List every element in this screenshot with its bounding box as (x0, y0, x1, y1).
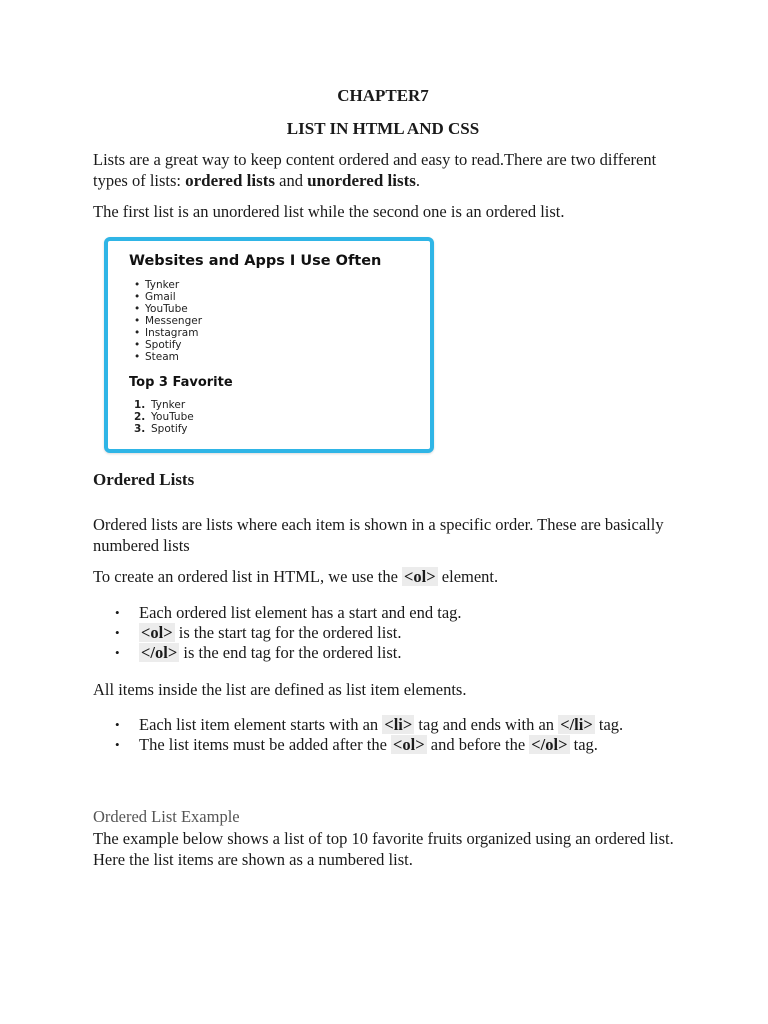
unordered-lists-term: unordered lists (307, 171, 416, 190)
create-ordered-list-paragraph (93, 566, 683, 587)
chapter-title: LIST IN HTML AND CSS (286, 119, 480, 138)
ol-tag-code: <ol> (404, 567, 436, 586)
ol-end-tag-code: </ol> (141, 643, 178, 662)
ordered-lists-heading: Ordered Lists (93, 470, 195, 489)
bullet-item (93, 603, 693, 623)
figure-ordered-item (134, 423, 194, 435)
figure-ordered-item (134, 399, 194, 411)
li-start-tag-code: <li> (384, 715, 413, 734)
first-list-note: The first list is an unordered list while the second one is an ordered list. (93, 202, 565, 221)
ordered-list-example-text: The example below shows a list of top 10 favorite fruits organized using an ordered list. Here the list items are shown as a numbered list. (93, 829, 674, 869)
figure-list-item: • Steam (134, 351, 202, 363)
bullet-item (93, 623, 693, 643)
intro-period: . (415, 171, 421, 190)
ordered-list-example-heading: Ordered List Example (93, 807, 240, 826)
figure-item-label: YouTube (151, 411, 194, 423)
list-item-elements-paragraph: All items inside the list are defined as list item elements. (93, 680, 467, 699)
figure-list-item: • Messenger (134, 315, 202, 327)
ol-start-tag-code: <ol> (141, 623, 173, 642)
create-text: To create an ordered list in HTML, we use the (93, 567, 403, 586)
bullet-text: The list items must be added after the (139, 735, 392, 754)
bullet-item (93, 715, 693, 735)
ordered-lists-term: ordered lists (185, 171, 276, 190)
bullet-item (93, 735, 693, 755)
li-end-tag-code: </li> (560, 715, 593, 734)
bullet-text: and before the (426, 735, 530, 754)
figure-ordered-list (134, 399, 194, 435)
figure-heading-favorites: Top 3 Favorite (129, 375, 233, 390)
figure-item-number: 2. (134, 411, 146, 423)
figure-list-item: • Tynker (134, 279, 202, 291)
list-item-bullets (93, 715, 693, 755)
ol-end-tag-code: </ol> (531, 735, 568, 754)
bullet-text: Each list item element starts with an (139, 715, 383, 734)
intro-and: and (275, 171, 308, 190)
list-example-figure (104, 237, 434, 453)
figure-item-number: 3. (134, 423, 146, 435)
bullet-text: tag. (594, 715, 624, 734)
bullet-text: tag. (569, 735, 598, 754)
figure-list-item: • Gmail (134, 291, 202, 303)
ol-start-tag-code: <ol> (393, 735, 425, 754)
figure-unordered-list (134, 279, 202, 363)
create-text-end: element. (437, 567, 499, 586)
intro-text: Lists are a great way to keep content ordered and easy to read.There are two different types of lists: (93, 150, 657, 190)
figure-item-number: 1. (134, 399, 146, 411)
bullet-text: tag and ends with an (414, 715, 559, 734)
figure-item-label: Tynker (151, 399, 186, 411)
figure-list-item: • Spotify (134, 339, 202, 351)
chapter-number: CHAPTER7 (337, 86, 429, 105)
ordered-list-tag-bullets (93, 603, 693, 663)
intro-paragraph (93, 149, 683, 191)
bullet-item (93, 643, 693, 663)
figure-item-label: Spotify (151, 423, 188, 435)
bullet-text: Each ordered list element has a start and end tag. (139, 603, 462, 622)
figure-ordered-item (134, 411, 194, 423)
figure-list-item: • Instagram (134, 327, 202, 339)
figure-heading-websites: Websites and Apps I Use Often (129, 253, 382, 269)
ordered-lists-description: Ordered lists are lists where each item is shown in a specific order. These are basically numbered lists (93, 515, 664, 555)
bullet-text: is the start tag for the ordered list. (174, 623, 402, 642)
bullet-text: is the end tag for the ordered list. (179, 643, 402, 662)
figure-list-item: • YouTube (134, 303, 202, 315)
